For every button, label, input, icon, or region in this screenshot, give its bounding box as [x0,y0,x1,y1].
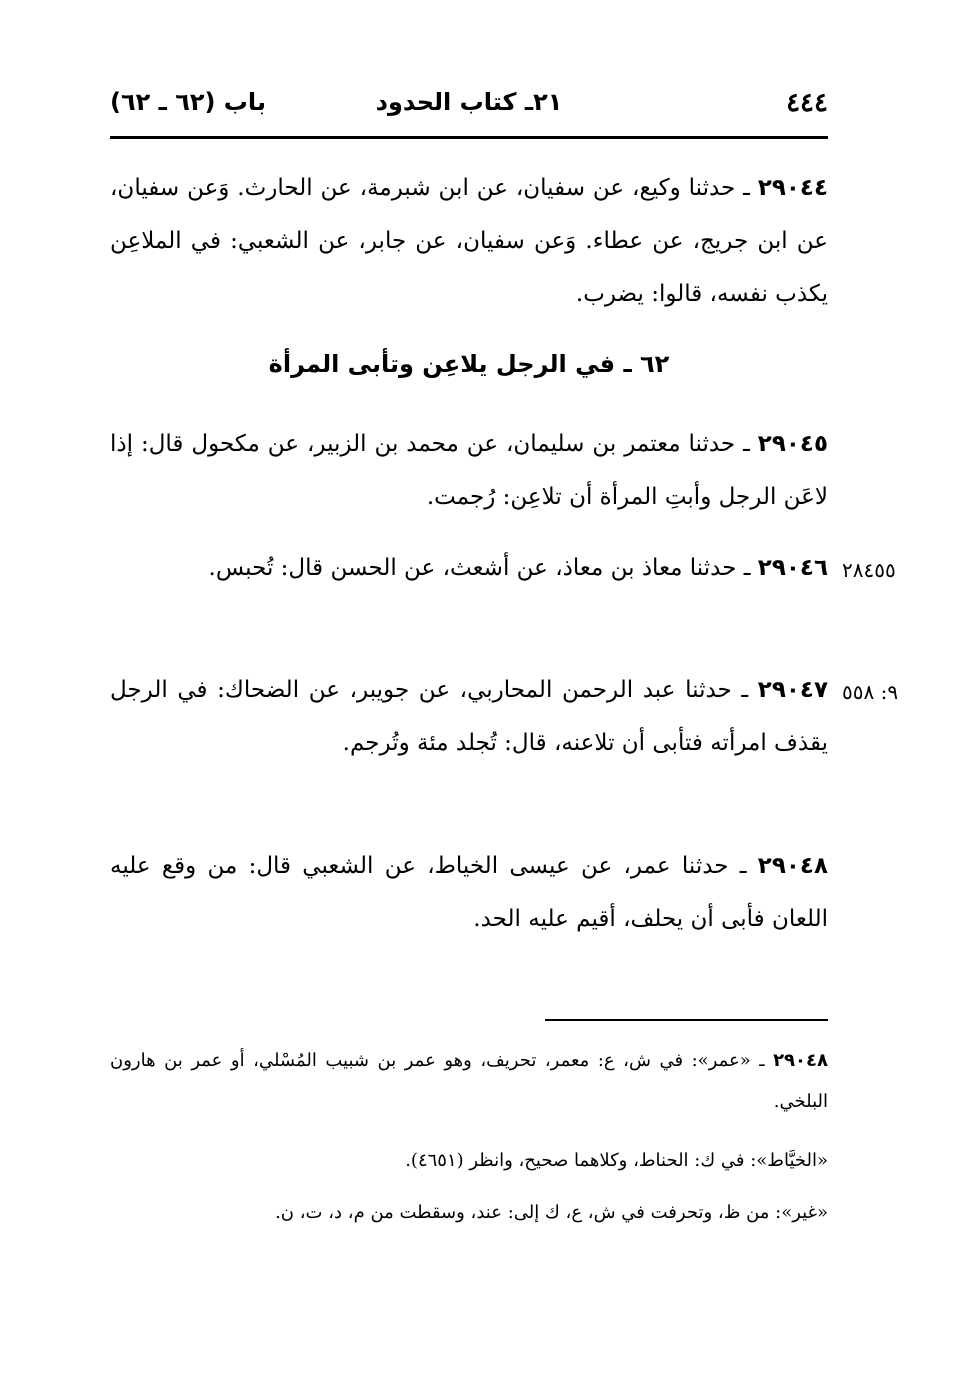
footnote-text: «الخيَّاط»: في ك: الحناط، وكلاهما صحيح، وانظر (٤٦٥١). [405,1150,828,1171]
hadith-entry [110,664,828,770]
footnote [110,1140,828,1181]
hadith-text: ـ حدثنا وكيع، عن سفيان، عن ابن شبرمة، عن الحارث. وَعن سفيان، عن ابن جريج، عن عطاء. وَعن سفيان، عن جابر، عن الشعبي: في الملاعِن يكذب نفسه، قالوا: يضرب. [110,175,828,307]
section-heading: ٦٢ ـ في الرجل يلاعِن وتأبى المرأة [268,350,670,378]
hadith-number: ٢٩٠٤٤ [757,175,829,201]
footnote-text: ـ «عمر»: في ش، ع: معمر، تحريف، وهو عمر بن شبيب المُسْلي، أو عمر بن هارون البلخي. [110,1050,828,1112]
hadith-text: ـ حدثنا عمر، عن عيسى الخياط، عن الشعبي قال: من وقع عليه اللعان فأبى أن يحلف، أقيم عليه الحد. [110,853,828,932]
footnote-number: ٢٩٠٤٨ [773,1050,828,1071]
hadith-number: ٢٩٠٤٨ [757,853,828,879]
hadith-number: ٢٩٠٤٧ [757,677,828,703]
header-rule [110,136,828,139]
page-number: ٤٤٤ [786,88,828,118]
footnote [110,1040,828,1122]
book-title: ٢١ـ كتاب الحدود [375,88,563,116]
footnote-text: «غير»: من ظ، وتحرفت في ش، ع، ك إلى: عند، وسقطت من م، د، ت، ن. [275,1202,828,1223]
hadith-entry [110,418,828,524]
hadith-entry [110,840,828,946]
margin-reference: ٢٨٤٥٥ [842,558,896,582]
hadith-entry [110,542,828,595]
footnote-rule [545,1019,828,1021]
hadith-text: ـ حدثنا عبد الرحمن المحاربي، عن جويبر، عن الضحاك: في الرجل يقذف امرأته فتأبى أن تلاعنه، قال: تُجلد مئة وتُرجم. [110,677,828,756]
page-header [110,82,828,122]
hadith-number: ٢٩٠٤٦ [757,555,828,581]
hadith-number: ٢٩٠٤٥ [757,431,828,457]
hadith-text: ـ حدثنا معاذ بن معاذ، عن أشعث، عن الحسن قال: تُحبس. [208,555,751,581]
hadith-entry [110,162,828,321]
footnote [110,1192,828,1233]
chapter-reference: باب (٦٢ ـ ٦٢) [110,88,266,116]
margin-reference: ٩: ٥٥٨ [842,680,899,704]
hadith-text: ـ حدثنا معتمر بن سليمان، عن محمد بن الزبير، عن مكحول قال: إذا لاعَن الرجل وأبتِ المرأة أن تلاعِن: رُجمت. [110,431,828,510]
